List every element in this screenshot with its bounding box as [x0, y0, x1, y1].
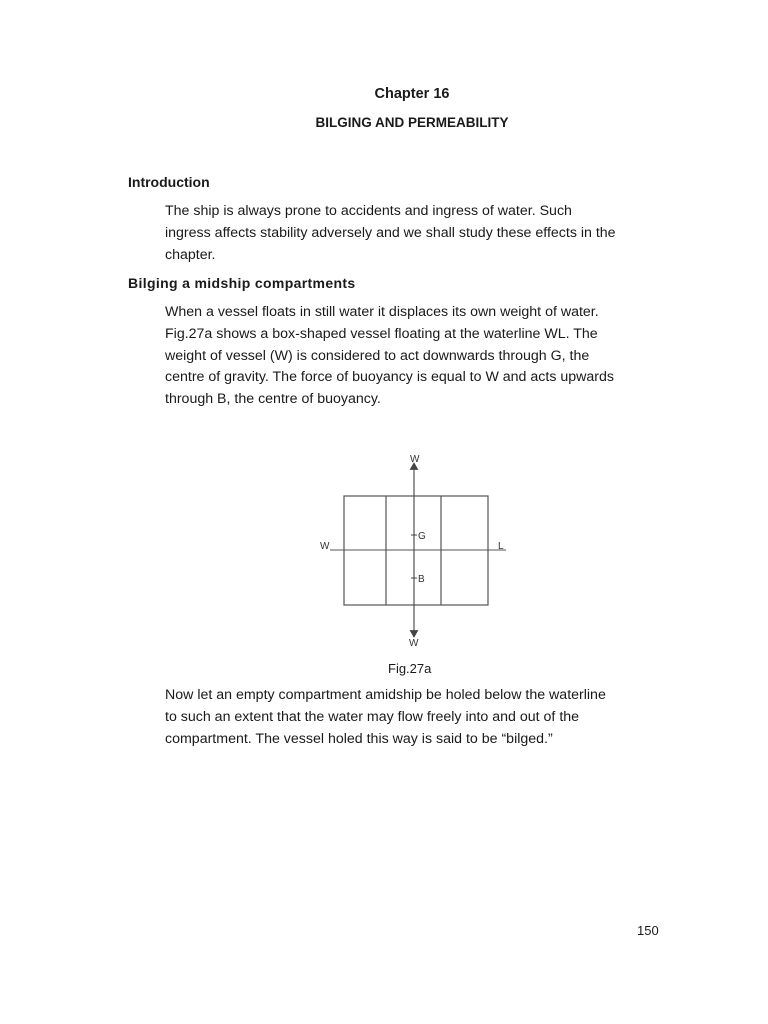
section-heading-introduction: Introduction	[128, 174, 210, 190]
label-g: G	[418, 531, 426, 542]
paragraph-line: compartment. The vessel holed this way is said to be “bilged.”	[165, 730, 553, 747]
introduction-paragraph	[165, 201, 665, 266]
box-vessel-diagram	[316, 448, 512, 650]
label-waterline-left: W	[320, 541, 330, 552]
chapter-number: Chapter 16	[374, 86, 450, 102]
page-number: 150	[637, 923, 659, 938]
label-waterline-right: L	[498, 541, 504, 552]
paragraph-line: When a vessel floats in still water it displaces its own weight of water.	[165, 304, 599, 320]
figure-caption: Fig.27a	[388, 661, 432, 676]
closing-paragraph	[165, 685, 665, 750]
paragraph-line: ingress affects stability adversely and we shall study these effects in the	[165, 224, 616, 241]
paragraph-line: to such an extent that the water may flow freely into and out of the	[165, 708, 580, 725]
box-vessel-svg	[316, 448, 512, 650]
label-top-w: W	[410, 454, 420, 465]
paragraph-line: chapter.	[165, 246, 216, 263]
section-heading-bilging: Bilging a midship compartments	[128, 275, 356, 291]
paragraph-line: weight of vessel (W) is considered to act downwards through G, the	[165, 347, 590, 364]
chapter-title: BILGING AND PERMEABILITY	[315, 115, 509, 130]
paragraph-line: Now let an empty compartment amidship be holed below the waterline	[165, 687, 606, 703]
paragraph-line: Fig.27a shows a box-shaped vessel floating at the waterline WL. The	[165, 325, 598, 342]
paragraph-line: The ship is always prone to accidents and ingress of water. Such	[165, 203, 572, 219]
label-bottom-w: W	[409, 638, 419, 649]
paragraph-line: through B, the centre of buoyancy.	[165, 391, 381, 408]
label-b: B	[418, 574, 425, 585]
paragraph-line: centre of gravity. The force of buoyancy is equal to W and acts upwards	[165, 369, 614, 386]
bilging-paragraph	[165, 302, 665, 411]
